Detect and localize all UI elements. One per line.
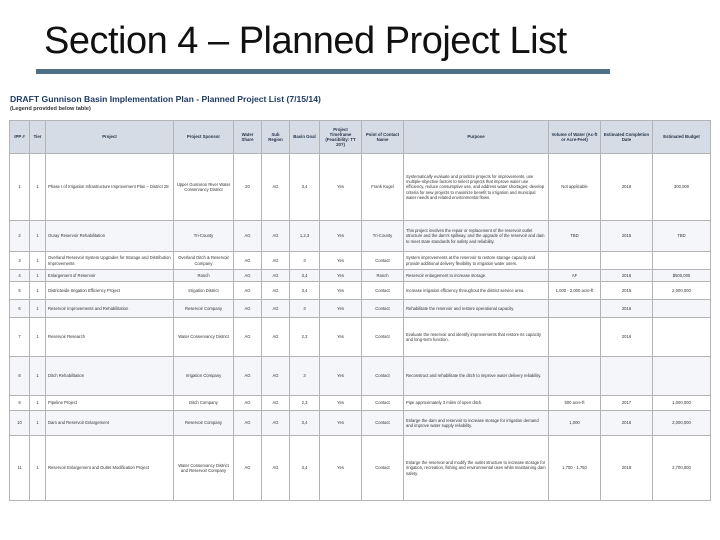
feasibility-cell: Yes <box>320 221 362 252</box>
column-header: Tier <box>30 121 46 154</box>
contact-cell: Contact <box>362 357 404 396</box>
contact-cell: Tri-County <box>362 221 404 252</box>
project-cell: Overland Reservoir System Upgrades for Storage and Distribution Improvements <box>46 252 174 270</box>
volume-cell: 500 acre-ft <box>549 396 601 411</box>
ipp-number-cell: 8 <box>10 357 30 396</box>
project-cell: Pipeline Project <box>46 396 174 411</box>
document-title: DRAFT Gunnison Basin Implementation Plan - Planned Project List (7/15/14) <box>10 94 321 104</box>
completion-date-cell: 2016 <box>601 300 653 318</box>
completion-date-cell: 2015 <box>601 221 653 252</box>
water-share-cell: AG <box>234 396 262 411</box>
budget-cell: 300,000 <box>653 154 711 221</box>
feasibility-cell: Yes <box>320 154 362 221</box>
purpose-cell: Increase irrigation efficiency throughout the district service area. <box>404 282 549 300</box>
sub-region-cell: AG <box>262 357 290 396</box>
table-row <box>10 436 711 501</box>
sponsor-cell: Overland Ditch & Reservoir Company <box>174 252 234 270</box>
completion-date-cell: 2016 <box>601 411 653 436</box>
feasibility-cell: Yes <box>320 436 362 501</box>
basin-goal-cell: 1,2,3 <box>290 221 320 252</box>
table-row <box>10 318 711 357</box>
tier-cell: 1 <box>30 221 46 252</box>
sub-region-cell: AG <box>262 221 290 252</box>
contact-cell: Contact <box>362 282 404 300</box>
tier-cell: 1 <box>30 282 46 300</box>
project-cell: Dam and Reservoir Enlargement <box>46 411 174 436</box>
contact-cell: Frank Kugel <box>362 154 404 221</box>
volume-cell: 1,000 - 2,000 acre-ft <box>549 282 601 300</box>
budget-cell <box>653 357 711 396</box>
sub-region-cell: AG <box>262 436 290 501</box>
sponsor-cell: Reservoir Company <box>174 300 234 318</box>
completion-date-cell: 2016 <box>601 270 653 282</box>
completion-date-cell: 2015 <box>601 282 653 300</box>
sub-region-cell: AG <box>262 411 290 436</box>
water-share-cell: AG <box>234 270 262 282</box>
column-header: Point of Contact Name <box>362 121 404 154</box>
volume-cell <box>549 300 601 318</box>
sub-region-cell: AG <box>262 154 290 221</box>
purpose-cell: Reservoir enlargement to increase storage. <box>404 270 549 282</box>
sub-region-cell: AG <box>262 270 290 282</box>
contact-cell: Contact <box>362 252 404 270</box>
budget-cell <box>653 318 711 357</box>
completion-date-cell <box>601 357 653 396</box>
contact-cell: Contact <box>362 396 404 411</box>
table-row <box>10 252 711 270</box>
budget-cell: 1,000,000 <box>653 396 711 411</box>
feasibility-cell: Yes <box>320 318 362 357</box>
completion-date-cell: 2016 <box>601 318 653 357</box>
contact-cell: Contact <box>362 436 404 501</box>
volume-cell: 1,700 - 1,750 <box>549 436 601 501</box>
sponsor-cell: Tri-County <box>174 221 234 252</box>
table-row <box>10 221 711 252</box>
table-row <box>10 357 711 396</box>
purpose-cell: Pipe approximately 3 miles of open ditch. <box>404 396 549 411</box>
water-share-cell: AG <box>234 300 262 318</box>
column-header: Project Timeframe (Feasibility: TT 20?) <box>320 121 362 154</box>
ipp-number-cell: 10 <box>10 411 30 436</box>
sponsor-cell: Ranch <box>174 270 234 282</box>
ipp-number-cell: 3 <box>10 252 30 270</box>
tier-cell: 1 <box>30 396 46 411</box>
project-cell: Ditch Rehabilitation <box>46 357 174 396</box>
column-header: Volume of Water (Ac-ft or Acre-Feet) <box>549 121 601 154</box>
column-header: Basin Goal <box>290 121 320 154</box>
basin-goal-cell: 3,4 <box>290 411 320 436</box>
basin-goal-cell: 3,4 <box>290 270 320 282</box>
tier-cell: 1 <box>30 154 46 221</box>
project-cell: Districtwide Irrigation Efficiency Project <box>46 282 174 300</box>
basin-goal-cell: 3,4 <box>290 154 320 221</box>
volume-cell: AF <box>549 270 601 282</box>
table-body <box>10 154 711 501</box>
tier-cell: 1 <box>30 357 46 396</box>
column-header: IPP # <box>10 121 30 154</box>
completion-date-cell: 2017 <box>601 396 653 411</box>
purpose-cell: Reconstruct and rehabilitate the ditch to improve water delivery reliability. <box>404 357 549 396</box>
tier-cell: 1 <box>30 318 46 357</box>
volume-cell: TBD <box>549 221 601 252</box>
project-cell: Phase I of Irrigation Infrastructure Improvement Plan – District 28 <box>46 154 174 221</box>
basin-goal-cell: 2,3 <box>290 318 320 357</box>
basin-goal-cell: 3 <box>290 300 320 318</box>
basin-goal-cell: 3 <box>290 252 320 270</box>
sponsor-cell: Upper Gunnison River Water Conservancy District <box>174 154 234 221</box>
volume-cell <box>549 252 601 270</box>
tier-cell: 1 <box>30 270 46 282</box>
tier-cell: 1 <box>30 252 46 270</box>
sub-region-cell: AG <box>262 318 290 357</box>
water-share-cell: AG <box>234 252 262 270</box>
sponsor-cell: Ditch Company <box>174 396 234 411</box>
budget-cell: TBD <box>653 221 711 252</box>
ipp-number-cell: 11 <box>10 436 30 501</box>
water-share-cell: AG <box>234 318 262 357</box>
volume-cell: 1,000 <box>549 411 601 436</box>
volume-cell <box>549 357 601 396</box>
ipp-number-cell: 7 <box>10 318 30 357</box>
contact-cell: Ranch <box>362 270 404 282</box>
ipp-number-cell: 1 <box>10 154 30 221</box>
column-header: Project <box>46 121 174 154</box>
purpose-cell: This project involves the repair or replacement of the reservoir outlet structure and the dam's spillway, and the upgrade of the reservoir and dam to meet state standards for safety and reliability. <box>404 221 549 252</box>
slide-title: Section 4 – Planned Project List <box>44 20 567 62</box>
sponsor-cell: Irrigation Company <box>174 357 234 396</box>
purpose-cell: Systematically evaluate and prioritize projects for improvements, use multiple-objective factors to select projects that improve water use efficiency, reduce consumptive use, and address water shortages; develop criteria for new projects to maximize benefit to irrigation and municipal water needs and related environmental flows. <box>404 154 549 221</box>
water-share-cell: AG <box>234 436 262 501</box>
sub-region-cell: AG <box>262 396 290 411</box>
contact-cell: Contact <box>362 318 404 357</box>
feasibility-cell: Yes <box>320 252 362 270</box>
sponsor-cell: Reservoir Company <box>174 411 234 436</box>
budget-cell: 2,000,000 <box>653 282 711 300</box>
planned-project-table <box>9 120 711 501</box>
tier-cell: 1 <box>30 300 46 318</box>
table-row <box>10 282 711 300</box>
completion-date-cell <box>601 252 653 270</box>
column-header: Purpose <box>404 121 549 154</box>
project-cell: Reservoir Enlargement and Outlet Modification Project <box>46 436 174 501</box>
sub-region-cell: AG <box>262 300 290 318</box>
volume-cell: Not applicable <box>549 154 601 221</box>
sub-region-cell: AG <box>262 282 290 300</box>
column-header: Estimated Budget <box>653 121 711 154</box>
purpose-cell: Evaluate the reservoir and identify improvements that restore its capacity and long-term function. <box>404 318 549 357</box>
basin-goal-cell: 3,4 <box>290 436 320 501</box>
feasibility-cell: Yes <box>320 282 362 300</box>
column-header: Water Share <box>234 121 262 154</box>
table-row <box>10 270 711 282</box>
column-header: Sub Region <box>262 121 290 154</box>
column-header: Estimated Completion Date <box>601 121 653 154</box>
feasibility-cell: Yes <box>320 411 362 436</box>
water-share-cell: 20 <box>234 154 262 221</box>
sponsor-cell: Irrigation District <box>174 282 234 300</box>
water-share-cell: AG <box>234 282 262 300</box>
ipp-number-cell: 4 <box>10 270 30 282</box>
title-underline <box>36 69 610 74</box>
table-row <box>10 411 711 436</box>
budget-cell: 2,700,000 <box>653 436 711 501</box>
project-cell: Reservoir Research <box>46 318 174 357</box>
basin-goal-cell: 3,4 <box>290 282 320 300</box>
feasibility-cell: Yes <box>320 357 362 396</box>
sponsor-cell: Water Conservancy District <box>174 318 234 357</box>
purpose-cell: Rehabilitate the reservoir and restore operational capacity. <box>404 300 549 318</box>
purpose-cell: Enlarge the dam and reservoir to increase storage for irrigation demand and improve water supply reliability. <box>404 411 549 436</box>
document-subtitle: (Legend provided below table) <box>10 106 91 112</box>
budget-cell: $500,000 <box>653 270 711 282</box>
ipp-number-cell: 5 <box>10 282 30 300</box>
table-row <box>10 300 711 318</box>
contact-cell: Contact <box>362 411 404 436</box>
completion-date-cell: 2018 <box>601 154 653 221</box>
project-cell: Ouray Reservoir Rehabilitation <box>46 221 174 252</box>
column-header: Project Sponsor <box>174 121 234 154</box>
table-row <box>10 396 711 411</box>
tier-cell: 1 <box>30 411 46 436</box>
sub-region-cell: AG <box>262 252 290 270</box>
water-share-cell: AG <box>234 221 262 252</box>
project-cell: Enlargement of Reservoir <box>46 270 174 282</box>
purpose-cell: System improvements at the reservoir to restore storage capacity and provide additional delivery flexibility to irrigation water users. <box>404 252 549 270</box>
table-header-row <box>10 121 711 154</box>
feasibility-cell: Yes <box>320 396 362 411</box>
sponsor-cell: Water Conservancy District and Reservoir Company <box>174 436 234 501</box>
basin-goal-cell: 3 <box>290 357 320 396</box>
basin-goal-cell: 2,3 <box>290 396 320 411</box>
ipp-number-cell: 2 <box>10 221 30 252</box>
completion-date-cell: 2018 <box>601 436 653 501</box>
water-share-cell: AG <box>234 357 262 396</box>
tier-cell: 1 <box>30 436 46 501</box>
volume-cell <box>549 318 601 357</box>
ipp-number-cell: 9 <box>10 396 30 411</box>
water-share-cell: AG <box>234 411 262 436</box>
feasibility-cell: Yes <box>320 300 362 318</box>
contact-cell: Contact <box>362 300 404 318</box>
ipp-number-cell: 6 <box>10 300 30 318</box>
purpose-cell: Enlarge the reservoir and modify the outlet structure to increase storage for irrigation, recreation, fishing and environmental uses while maintaining dam safety. <box>404 436 549 501</box>
budget-cell <box>653 252 711 270</box>
budget-cell: 2,000,000 <box>653 411 711 436</box>
feasibility-cell: Yes <box>320 270 362 282</box>
table-row <box>10 154 711 221</box>
budget-cell <box>653 300 711 318</box>
project-cell: Reservoir Improvements and Rehabilitation <box>46 300 174 318</box>
